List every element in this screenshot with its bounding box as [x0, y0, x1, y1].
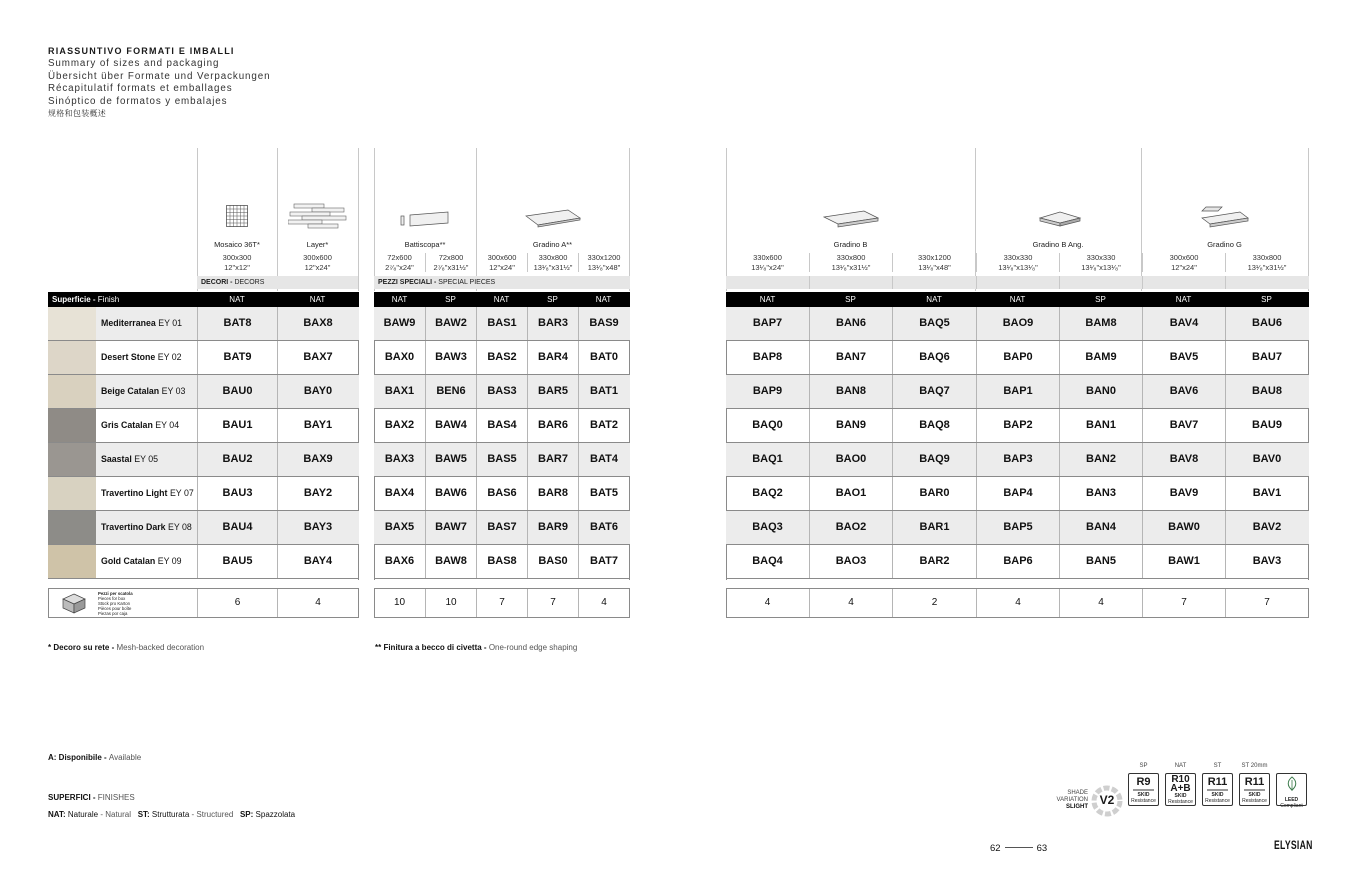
battiscopa-icon — [400, 210, 450, 228]
product-code: BAS4 — [476, 409, 527, 442]
product-code: BAR3 — [527, 307, 578, 340]
group-battiscopa: Battiscopa** — [404, 240, 446, 249]
product-code: BAP6 — [976, 545, 1059, 578]
product-code: BAY3 — [277, 511, 358, 544]
product-code: BAO1 — [809, 477, 892, 510]
table-row — [726, 307, 1309, 341]
product-code: BAN3 — [1059, 477, 1142, 510]
product-code: BAX5 — [384, 521, 415, 533]
product-code: BAS1 — [476, 307, 527, 340]
product-code: BAU8 — [1225, 375, 1308, 408]
speciali-bar: PEZZI SPECIALI - SPECIAL PIECES — [374, 276, 630, 289]
product-code: BAQ1 — [752, 453, 783, 465]
product-code: BAV2 — [1225, 511, 1308, 544]
product-code: BAU3 — [197, 477, 277, 510]
mosaic-tile-icon — [226, 205, 248, 227]
page-title: RIASSUNTIVO FORMATI E IMBALLI — [48, 46, 235, 56]
table-row — [374, 443, 630, 477]
size-label: 72x800 2⁷⁄₈"x31½" — [425, 253, 476, 272]
table-row — [48, 307, 359, 341]
title-es: Sinóptico de formatos y embalajes — [48, 95, 228, 107]
product-code: BAR6 — [527, 409, 578, 442]
table-row — [48, 375, 359, 409]
product-code: BAX3 — [384, 453, 415, 465]
product-code: BAR9 — [527, 511, 578, 544]
product-code: BAW8 — [425, 545, 476, 578]
table-row — [48, 511, 359, 545]
color-swatch — [48, 545, 96, 578]
product-code: BAS8 — [476, 545, 527, 578]
table-row — [726, 545, 1309, 579]
finish-label: NAT — [493, 295, 510, 304]
product-code: BAU1 — [197, 409, 277, 442]
product-code: BAT4 — [578, 443, 629, 476]
product-code: BAO3 — [809, 545, 892, 578]
size-label: 300x600 12"x24" — [1142, 253, 1225, 272]
series-name: Saastal EY 05 — [101, 454, 159, 464]
product-code: BAP4 — [976, 477, 1059, 510]
decor-table — [48, 148, 359, 620]
product-code: BAN6 — [809, 307, 892, 340]
box-count: 4 — [1059, 589, 1142, 617]
group-gradino-b-ang: Gradino B Ang. — [1032, 240, 1084, 249]
product-code: BAX9 — [277, 443, 358, 476]
col-mosaico: Mosaico 36T* — [214, 240, 260, 249]
box-count: 7 — [1142, 589, 1225, 617]
right-finish-bar — [726, 292, 1309, 307]
footnote-finish: ** Finitura a becco di civetta - One-round edge shaping — [375, 643, 578, 652]
title-cn: 规格和包装概述 — [48, 109, 107, 119]
product-code: BAS9 — [578, 307, 629, 340]
finish-label: SP — [1095, 295, 1106, 304]
size-label: 330x1200 13¹⁄₈"x48" — [578, 253, 629, 272]
finish-label: SP — [547, 295, 558, 304]
product-code: BAQ9 — [892, 443, 976, 476]
box-count: 4 — [809, 589, 892, 617]
title-de: Übersicht über Formate und Verpackungen — [48, 70, 271, 82]
product-code: BAS0 — [527, 545, 578, 578]
group-gradino-g: Gradino G — [1207, 240, 1242, 249]
product-code: BAO9 — [976, 307, 1059, 340]
product-code: BAS6 — [476, 477, 527, 510]
product-code: BAX0 — [384, 351, 415, 363]
product-code: BAN0 — [1059, 375, 1142, 408]
product-code: BAT0 — [578, 341, 629, 374]
product-code: BAW3 — [425, 341, 476, 374]
badge-leed: LEED Compliant — [1276, 773, 1307, 806]
table-row — [48, 477, 359, 511]
product-code: BAR5 — [527, 375, 578, 408]
product-code: BAY2 — [277, 477, 358, 510]
product-code: BAV7 — [1142, 409, 1225, 442]
product-code: BAN9 — [809, 409, 892, 442]
badge-r10: R10 A+B SKID Resistance — [1165, 773, 1196, 806]
product-code: BAV1 — [1225, 477, 1308, 510]
product-code: BAS5 — [476, 443, 527, 476]
box-count: 4 — [976, 589, 1059, 617]
product-code: BAP7 — [752, 317, 783, 329]
product-code: BAP3 — [976, 443, 1059, 476]
product-code: BAU2 — [197, 443, 277, 476]
finish-label: SP — [1261, 295, 1272, 304]
table-row — [726, 409, 1309, 443]
product-code: BAR1 — [892, 511, 976, 544]
product-code: BAS7 — [476, 511, 527, 544]
product-code: BAQ0 — [752, 419, 783, 431]
table-row — [48, 341, 359, 375]
series-name: Gold Catalan EY 09 — [101, 556, 182, 566]
product-code: BAO2 — [809, 511, 892, 544]
product-code: BAV6 — [1142, 375, 1225, 408]
product-code: BAW9 — [383, 317, 416, 329]
table-row — [374, 477, 630, 511]
product-code: BAR8 — [527, 477, 578, 510]
product-code: BAR4 — [527, 341, 578, 374]
col-layer: Layer* — [306, 240, 329, 249]
size-label: 330x330 13¹⁄₈"x13¹⁄₈" — [1059, 253, 1142, 272]
product-code: BAV3 — [1225, 545, 1308, 578]
product-code: BAX2 — [384, 419, 415, 431]
page-header — [48, 46, 270, 121]
box-count: 4 — [764, 597, 771, 608]
table-row — [374, 545, 630, 579]
product-code: BAW2 — [425, 307, 476, 340]
title-fr: Récapitulatif formats et emballages — [48, 83, 233, 95]
special-finish-bar — [374, 292, 630, 307]
product-code: BAT9 — [197, 341, 277, 374]
product-code: BAT1 — [578, 375, 629, 408]
right-section-bar — [726, 276, 1309, 289]
product-code: BAQ4 — [752, 555, 783, 567]
size-label: 330x800 13¹⁄₈"x31½" — [527, 253, 578, 272]
product-code: BAW6 — [425, 477, 476, 510]
series-name: Mediterranea EY 01 — [101, 318, 183, 328]
product-code: BAY4 — [277, 545, 358, 578]
box-count: 10 — [393, 597, 406, 608]
product-code: BAX6 — [384, 555, 415, 567]
product-code: BAW5 — [425, 443, 476, 476]
size-label: 300x600 12"x24" — [476, 253, 527, 272]
product-code: BAX8 — [277, 307, 358, 340]
product-code: BEN6 — [425, 375, 476, 408]
product-code: BAW4 — [425, 409, 476, 442]
box-count: 2 — [892, 589, 976, 617]
product-code: BAY1 — [277, 409, 358, 442]
color-swatch — [48, 307, 96, 340]
gradino-g-icon — [1200, 204, 1250, 230]
product-code: BAV8 — [1142, 443, 1225, 476]
color-swatch — [48, 443, 96, 476]
product-code: BAU4 — [197, 511, 277, 544]
product-code: BAU5 — [197, 545, 277, 578]
leaf-icon — [1285, 776, 1299, 792]
finish-label: NAT — [759, 295, 776, 304]
page-left: 62 — [990, 843, 1001, 854]
box-count: 6 — [197, 589, 277, 617]
product-code: BAU6 — [1225, 307, 1308, 340]
color-swatch — [48, 341, 96, 374]
badge-r9: R9 SKID Resistance — [1128, 773, 1159, 806]
badge-r11-20mm: R11 SKID Resistance — [1239, 773, 1270, 806]
product-code: BAU0 — [197, 375, 277, 408]
table-row — [374, 375, 630, 409]
product-code: BAV9 — [1142, 477, 1225, 510]
product-code: BAQ2 — [752, 487, 783, 499]
gradino-b-icon — [822, 208, 880, 230]
box-row-steps — [726, 588, 1309, 618]
product-code: BAT5 — [578, 477, 629, 510]
product-code: BAV5 — [1142, 341, 1225, 374]
box-count: 10 — [425, 589, 476, 617]
page-right: 63 — [1036, 843, 1048, 854]
gradino-a-icon — [524, 208, 582, 230]
product-code: BAP5 — [976, 511, 1059, 544]
color-swatch — [48, 375, 96, 408]
product-code: BAQ8 — [892, 409, 976, 442]
box-count: 7 — [476, 589, 527, 617]
box-count: 7 — [1225, 589, 1308, 617]
brand-logo: ELYSIAN — [1274, 838, 1313, 852]
product-code: BAV0 — [1225, 443, 1308, 476]
table-row — [374, 409, 630, 443]
table-row — [726, 511, 1309, 545]
product-code: BAP2 — [976, 409, 1059, 442]
series-name: Travertino Dark EY 08 — [101, 522, 192, 532]
product-code: BAP1 — [976, 375, 1059, 408]
product-code: BAN1 — [1059, 409, 1142, 442]
size-layer: 300x600 12"x24" — [303, 253, 332, 272]
table-row — [374, 341, 630, 375]
box-row-special — [374, 588, 630, 618]
product-code: BAN2 — [1059, 443, 1142, 476]
product-code: BAP8 — [752, 351, 783, 363]
product-code: BAW1 — [1142, 545, 1225, 578]
product-code: BAN8 — [809, 375, 892, 408]
special-table — [374, 148, 630, 620]
product-code: BAX1 — [384, 385, 415, 397]
table-row — [726, 443, 1309, 477]
product-code: BAM9 — [1059, 341, 1142, 374]
product-code: BAX7 — [277, 341, 358, 374]
product-code: BAO0 — [809, 443, 892, 476]
shade-value: V2 — [1099, 793, 1115, 807]
product-code: BAY0 — [277, 375, 358, 408]
page-numbers — [990, 843, 1047, 854]
box-count: 7 — [527, 589, 578, 617]
color-swatch — [48, 477, 96, 510]
product-code: BAN4 — [1059, 511, 1142, 544]
product-code: BAQ6 — [892, 341, 976, 374]
group-gradino-a: Gradino A** — [532, 240, 573, 249]
product-code: BAT8 — [197, 307, 277, 340]
color-swatch — [48, 409, 96, 442]
table-row — [374, 307, 630, 341]
badge-r11: R11 SKID Resistance — [1202, 773, 1233, 806]
decori-bar: DECORI - DECORS — [197, 276, 358, 289]
finish-label: NAT — [391, 295, 408, 304]
title-en: Summary of sizes and packaging — [48, 58, 220, 69]
gradino-b-ang-icon — [1038, 210, 1082, 228]
box-row-decor — [48, 588, 359, 618]
product-code: BAM8 — [1059, 307, 1142, 340]
product-code: BAW0 — [1142, 511, 1225, 544]
product-code: BAS2 — [476, 341, 527, 374]
finish-label: NAT — [1175, 295, 1192, 304]
product-code: BAP9 — [752, 385, 783, 397]
finish-bar: Superficie - Finish NAT NAT — [48, 292, 359, 307]
table-row — [48, 545, 359, 579]
box-icon — [61, 592, 87, 614]
size-label: 330x800 13¹⁄₈"x31½" — [809, 253, 892, 272]
size-label: 72x600 2⁷⁄₈"x24" — [385, 253, 414, 272]
color-swatch — [48, 511, 96, 544]
finish-label: SP — [845, 295, 856, 304]
product-code: BAT6 — [578, 511, 629, 544]
legend-finishes-title: SUPERFICI - FINISHES — [48, 793, 135, 802]
size-label: 330x330 13¹⁄₈"x13¹⁄₈" — [976, 253, 1059, 272]
product-code: BAS3 — [476, 375, 527, 408]
size-mosaico: 300x300 12"x12" — [222, 253, 252, 272]
product-code: BAQ7 — [892, 375, 976, 408]
table-row — [374, 511, 630, 545]
finish-label: NAT — [1009, 295, 1026, 304]
product-code: BAR2 — [892, 545, 976, 578]
finish-label: SP — [445, 295, 456, 304]
product-code: BAQ5 — [892, 307, 976, 340]
product-code: BAT2 — [578, 409, 629, 442]
size-label: 330x1200 13¹⁄₈"x48" — [892, 253, 976, 272]
footnote-decor: * Decoro su rete - Mesh-backed decoration — [48, 643, 205, 652]
group-gradino-b: Gradino B — [833, 240, 868, 249]
legend-available: A: Disponibile - Available — [48, 753, 142, 762]
product-code: BAU9 — [1225, 409, 1308, 442]
table-row — [726, 375, 1309, 409]
box-count: 4 — [578, 589, 629, 617]
layer-tile-icon — [288, 203, 348, 229]
table-row — [48, 409, 359, 443]
series-name: Travertino Light EY 07 — [101, 488, 194, 498]
box-label: Pezzi per scatola Pieces for box Stück pro Karton Pièces pour boîte Piezas por caja — [98, 591, 133, 616]
product-code: BAW7 — [425, 511, 476, 544]
series-name: Beige Catalan EY 03 — [101, 386, 186, 396]
steps-table — [726, 148, 1309, 620]
product-code: BAQ3 — [752, 521, 783, 533]
table-row — [48, 443, 359, 477]
product-code: BAU7 — [1225, 341, 1308, 374]
product-code: BAT7 — [578, 545, 629, 578]
box-count: 4 — [277, 589, 358, 617]
shade-variation: SHADE VARIATION SLIGHT V2 — [1050, 784, 1126, 818]
product-code: BAX4 — [384, 487, 415, 499]
table-row — [726, 341, 1309, 375]
series-name: Gris Catalan EY 04 — [101, 420, 180, 430]
product-code: BAV4 — [1142, 307, 1225, 340]
size-label: 330x800 13¹⁄₈"x31½" — [1225, 253, 1308, 272]
series-name: Desert Stone EY 02 — [101, 352, 182, 362]
table-row — [726, 477, 1309, 511]
product-code: BAR0 — [892, 477, 976, 510]
finish-label: NAT — [595, 295, 612, 304]
size-label: 330x600 13¹⁄₈"x24" — [751, 253, 784, 272]
product-code: BAR7 — [527, 443, 578, 476]
product-code: BAP0 — [976, 341, 1059, 374]
legend-finishes: NAT: Naturale - Natural ST: Strutturata - Structured SP: Spazzolata — [48, 810, 296, 819]
product-code: BAN5 — [1059, 545, 1142, 578]
finish-label: NAT — [926, 295, 942, 304]
product-code: BAN7 — [809, 341, 892, 374]
